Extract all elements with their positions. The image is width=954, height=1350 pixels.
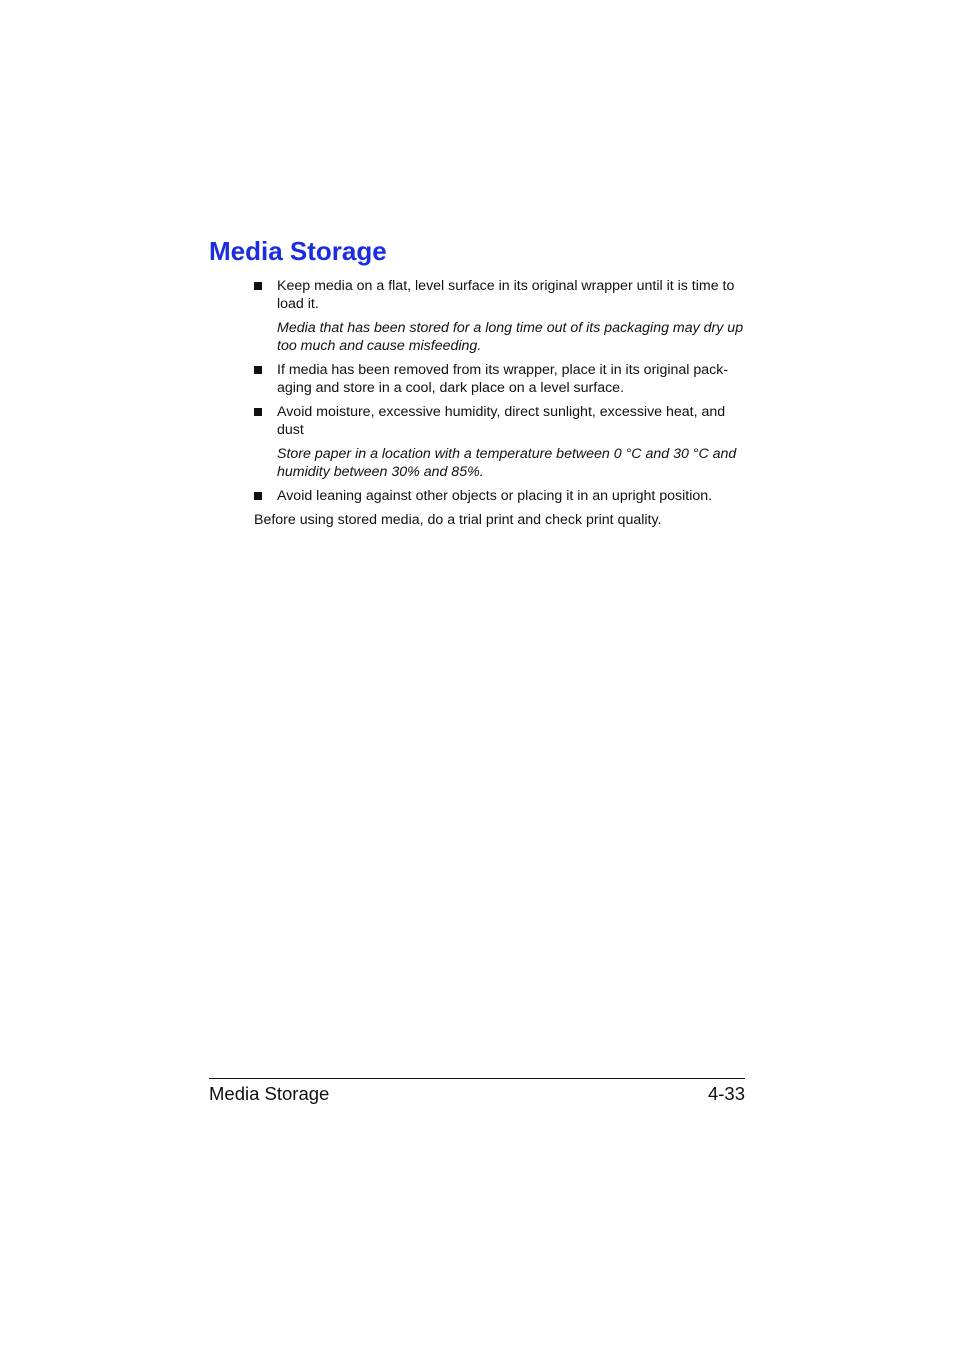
footer-divider: [209, 1078, 745, 1079]
list-item: [254, 361, 746, 397]
footer-section-title: Media Storage: [209, 1083, 330, 1104]
list-item-text: If media has been removed from its wrapper, place it in its original pack-aging and store in a cool, dark place on a level surface.: [277, 362, 729, 396]
closing-paragraph: Before using stored media, do a trial print and check print quality.: [254, 512, 662, 528]
footer-page-number: 4-33: [707, 1083, 745, 1104]
square-bullet-icon: [254, 492, 262, 500]
list-item: [254, 277, 746, 355]
square-bullet-icon: [254, 366, 262, 374]
page-title: Media Storage: [209, 236, 387, 266]
list-item-text: Keep media on a flat, level surface in its original wrapper until it is time to load it.: [277, 278, 735, 312]
content-body: [254, 277, 746, 529]
list-item-text: Avoid moisture, excessive humidity, direct sunlight, excessive heat, and dust: [277, 404, 726, 438]
square-bullet-icon: [254, 282, 262, 290]
list-item-note: Media that has been stored for a long time out of its packaging may dry up too much and cause misfeeding.: [277, 320, 744, 354]
list-item: [254, 487, 746, 505]
list-item-note: Store paper in a location with a temperature between 0 °C and 30 °C and humidity between 30% and 85%.: [277, 446, 737, 480]
list-item-text: Avoid leaning against other objects or placing it in an upright position.: [277, 488, 713, 504]
list-item: [254, 403, 746, 481]
square-bullet-icon: [254, 408, 262, 416]
